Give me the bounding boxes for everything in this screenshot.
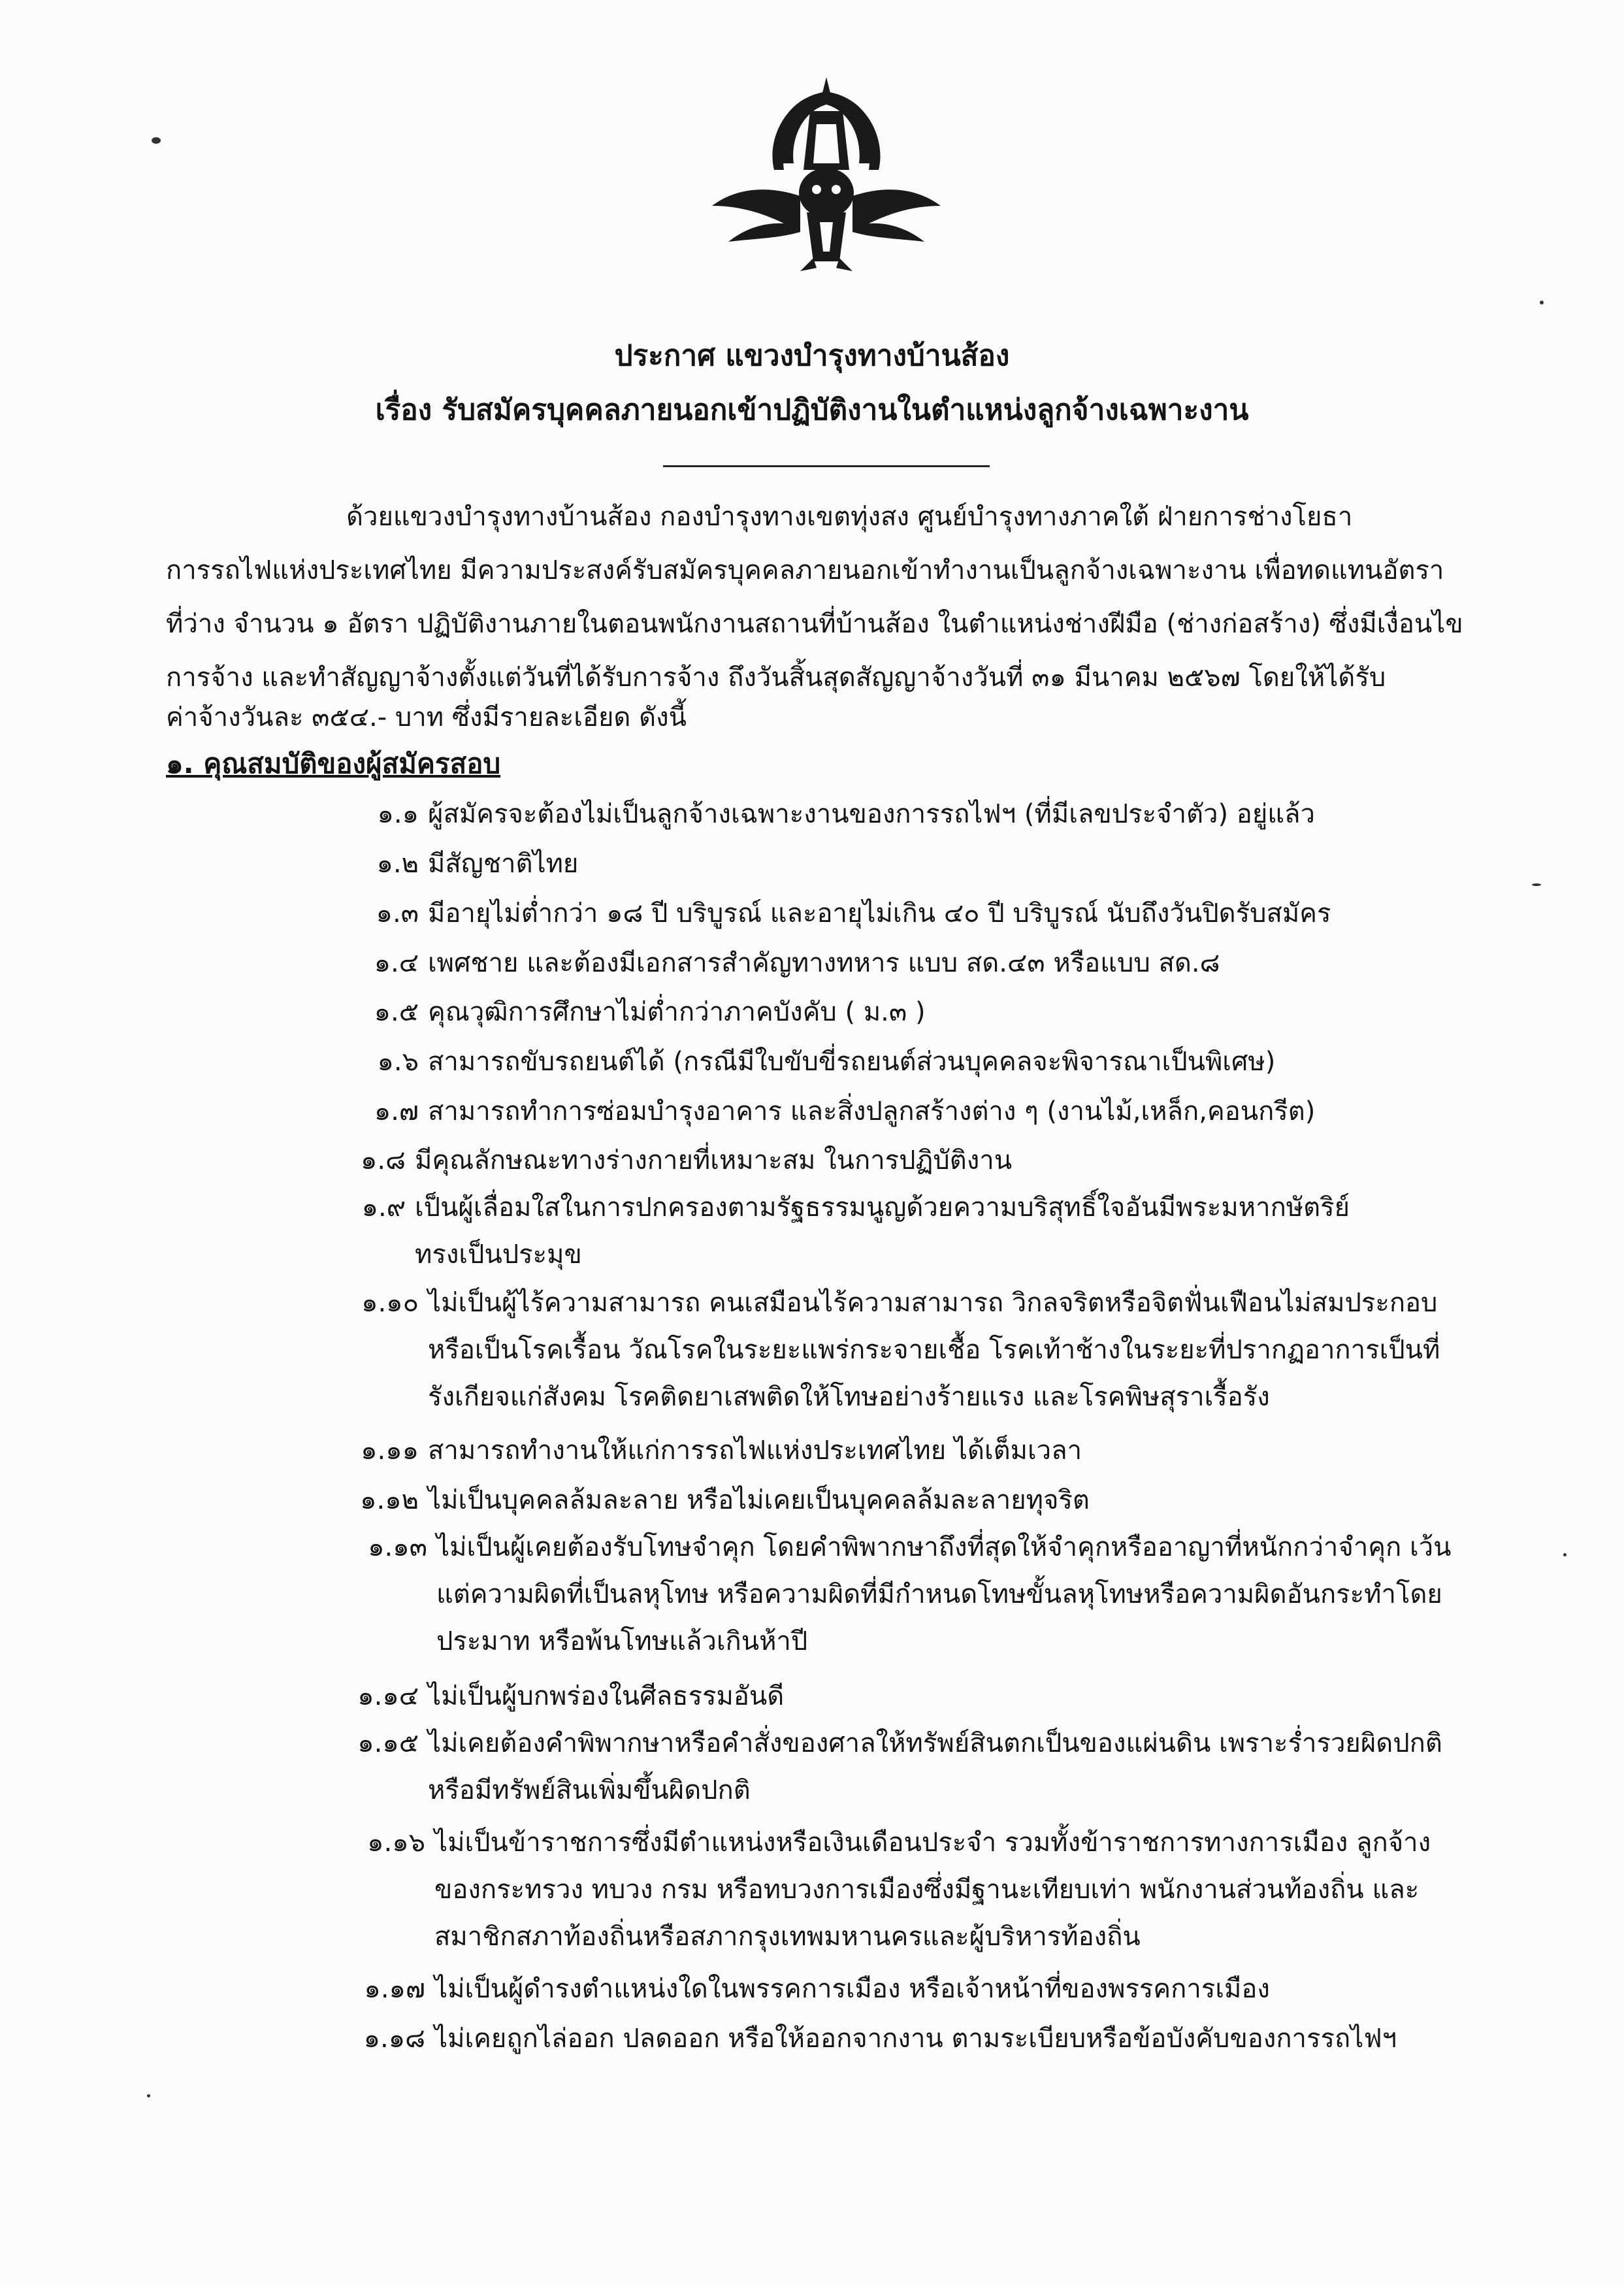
item-number: ๑.๑๕ (357, 1728, 419, 1758)
list-item (377, 791, 1316, 838)
scan-speck (147, 2094, 150, 2097)
item-number: ๑.๔ (374, 948, 419, 978)
item-text: สามารถทำงานให้แก่การรถไฟแห่งประเทศไทย ได้เต็มเวลา (428, 1436, 1082, 1466)
item-number: ๑.๑๘ (363, 2024, 425, 2054)
announcement-title: ประกาศ แขวงบำรุงทางบ้านส้อง (614, 339, 1010, 372)
item-text: ไม่เป็นข้าราชการซึ่งมีตำแหน่งหรือเงินเดือนประจำ รวมทั้งข้าราชการทางการเมือง ลูกจ้าง ของกระทรวง ทบวง กรม หรือทบวงการเมืองซึ่งมีฐานะเทียบเท่า พนักงานส่วนท้องถิ่น และ สมาชิกสภาท้องถิ่นหรือสภากรุงเทพมหานครและผู้บริหารท้องถิ่น (434, 1828, 1431, 1952)
item-text: มีสัญชาติไทย (428, 849, 579, 879)
item-text: มีอายุไม่ต่ำกว่า ๑๘ ปี บริบูรณ์ และอายุไม่เกิน ๔๐ ปี บริบูรณ์ นับถึงวันปิดรับสมัคร (428, 898, 1331, 929)
announcement-subject: เรื่อง รับสมัครบุคคลภายนอกเข้าปฏิบัติงานในตำแหน่งลูกจ้างเฉพาะงาน (375, 393, 1249, 427)
list-item (368, 1524, 1452, 1665)
scan-speck (152, 137, 161, 144)
item-number: ๑.๑๒ (360, 1485, 419, 1515)
scan-speck (1563, 1553, 1567, 1556)
item-number: ๑.๑๗ (364, 1974, 425, 2004)
item-number: ๑.๑ (377, 799, 419, 829)
scan-speck (1540, 301, 1544, 304)
item-text: สามารถทำการซ่อมบำรุงอาคาร และสิ่งปลูกสร้างต่าง ๆ (งานไม้,เหล็ก,คอนกรีต) (428, 1096, 1316, 1126)
list-item (376, 840, 579, 887)
list-item (376, 890, 1331, 937)
intro-line-5: ค่าจ้างวันละ ๓๕๔.- บาท ซึ่งมีรายละเอียด ดังนี้ (166, 702, 687, 732)
item-number: ๑.๗ (374, 1096, 419, 1126)
list-item (377, 1038, 1276, 1085)
item-number: ๑.๖ (377, 1047, 419, 1077)
item-text: ไม่เป็นผู้ดำรงตำแหน่งใดในพรรคการเมือง หรือเจ้าหน้าที่ของพรรคการเมือง (434, 1974, 1270, 2004)
item-text: ไม่เป็นผู้บกพร่องในศีลธรรมอันดี (428, 1681, 785, 1711)
item-number: ๑.๙ (361, 1192, 406, 1223)
list-item (360, 1477, 1090, 1524)
item-text: ไม่เคยต้องคำพิพากษาหรือคำสั่งของศาลให้ทรัพย์สินตกเป็นของแผ่นดิน เพราะร่ำรวยผิดปกติ หรือมีทรัพย์สินเพิ่มขึ้นผิดปกติ (428, 1728, 1442, 1805)
intro-line-3: ที่ว่าง จำนวน ๑ อัตรา ปฏิบัติงานภายในตอนพนักงานสถานที่บ้านส้อง ในตำแหน่งช่างฝีมือ (ช่างก่อสร้าง) ซึ่งมีเงื่อนไข (166, 609, 1463, 639)
item-number: ๑.๓ (376, 898, 419, 929)
title-divider (663, 465, 990, 467)
item-text: มีคุณลักษณะทางร่างกายที่เหมาะสม ในการปฏิบัติงาน (415, 1145, 1013, 1175)
item-text: ไม่เป็นผู้ไร้ความสามารถ คนเสมือนไร้ความสามารถ วิกลจริตหรือจิตฟั่นเฟือนไม่สมประกอบ หรือเป็นโรคเรื้อน วัณโรคในระยะแพร่กระจายเชื้อ โรคเท้าช้างในระยะที่ปรากฏอาการเป็นที่ รังเกียจแก่สังคม โรคติดยาเสพติดให้โทษอย่างร้ายแรง และโรคพิษสุราเรื้อรัง (428, 1288, 1440, 1412)
item-number: ๑.๒ (376, 849, 419, 879)
scan-speck (1532, 883, 1541, 886)
item-number: ๑.๑๔ (357, 1681, 419, 1711)
item-text: เพศชาย และต้องมีเอกสารสำคัญทางทหาร แบบ สด.๔๓ หรือแบบ สด.๘ (428, 948, 1220, 978)
list-item (363, 2015, 1397, 2062)
section-heading-qualifications: ๑. คุณสมบัติของผู้สมัครสอบ (166, 748, 501, 780)
item-text: ไม่เป็นบุคคลล้มละลาย หรือไม่เคยเป็นบุคคลล้มละลายทุจริต (428, 1485, 1090, 1515)
item-number: ๑.๕ (374, 997, 419, 1027)
item-text: สามารถขับรถยนต์ได้ (กรณีมีใบขับขี่รถยนต์ส่วนบุคคลจะพิจารณาเป็นพิเศษ) (428, 1047, 1276, 1077)
list-item (374, 1088, 1316, 1135)
item-number: ๑.๑๑ (361, 1436, 419, 1466)
item-text: คุณวุฒิการศึกษาไม่ต่ำกว่าภาคบังคับ ( ม.๓ ) (428, 997, 926, 1027)
item-number: ๑.๑๐ (361, 1288, 419, 1318)
item-text: เป็นผู้เลื่อมใสในการปกครองตามรัฐธรรมนูญด้วยความบริสุทธิ์ใจอันมีพระมหากษัตริย์ ทรงเป็นประมุข (415, 1192, 1350, 1270)
list-item (361, 1137, 1013, 1184)
item-number: ๑.๑๓ (368, 1532, 427, 1562)
list-item (364, 1965, 1270, 2013)
list-item (357, 1673, 785, 1720)
intro-line-4: การจ้าง และทำสัญญาจ้างตั้งแต่วันที่ได้รับการจ้าง ถึงวันสิ้นสุดสัญญาจ้างวันที่ ๓๑ มีนาคม ๒๕๖๗ โดยให้ได้รับ (166, 663, 1386, 693)
item-number: ๑.๘ (361, 1145, 406, 1175)
list-item (361, 1427, 1082, 1474)
list-item (374, 989, 926, 1036)
item-text: ผู้สมัครจะต้องไม่เป็นลูกจ้างเฉพาะงานของการรถไฟฯ (ที่มีเลขประจำตัว) อยู่แล้ว (428, 799, 1316, 829)
list-item (374, 940, 1220, 987)
list-item (361, 1184, 1350, 1278)
item-text: ไม่เคยถูกไล่ออก ปลดออก หรือให้ออกจากงาน ตามระเบียบหรือข้อบังคับของการรถไฟฯ (434, 2024, 1397, 2054)
list-item (367, 1819, 1431, 1960)
item-text: ไม่เป็นผู้เคยต้องรับโทษจำคุก โดยคำพิพากษาถึงที่สุดให้จำคุกหรืออาญาที่หนักกว่าจำคุก เว้น แต่ความผิดที่เป็นลหุโทษ หรือความผิดที่มีกำหนดโทษขั้นลหุโทษหรือความผิดอันกระทำโดย ประมาท หรือพ้นโทษแล้วเกินห้าปี (436, 1532, 1452, 1656)
royal-garuda-emblem-icon (709, 72, 944, 274)
intro-line-1: ด้วยแขวงบำรุงทางบ้านส้อง กองบำรุงทางเขตทุ่งสง ศูนย์บำรุงทางภาคใต้ ฝ่ายการช่างโยธา (346, 502, 1353, 532)
intro-line-2: การรถไฟแห่งประเทศไทย มีความประสงค์รับสมัครบุคคลภายนอกเข้าทำงานเป็นลูกจ้างเฉพาะงาน เพื่อทดแทนอัตรา (166, 555, 1444, 585)
list-item (361, 1279, 1440, 1421)
list-item (357, 1720, 1442, 1814)
item-number: ๑.๑๖ (367, 1828, 425, 1858)
